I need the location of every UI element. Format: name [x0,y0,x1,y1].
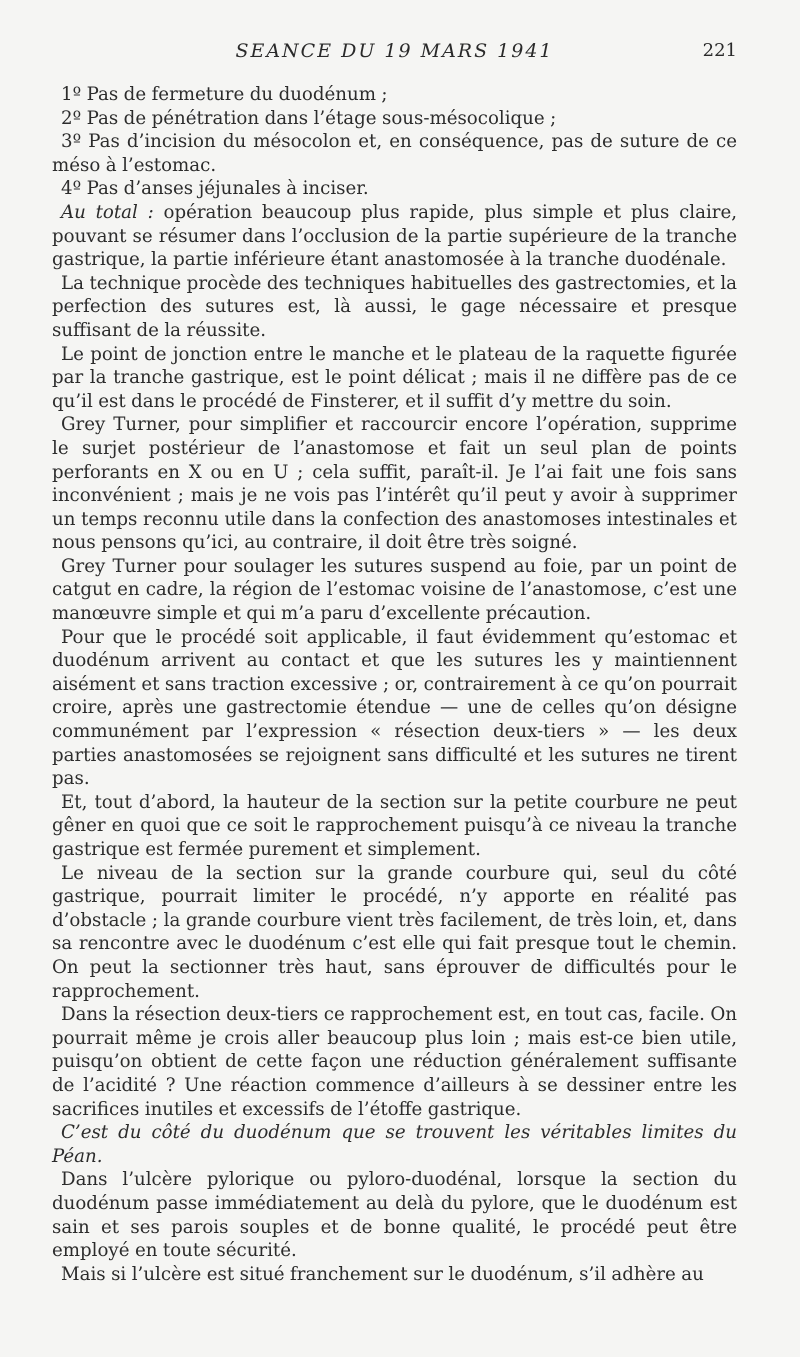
paragraph-ulcere-duodenum: Mais si l’ulcère est situé franchement sur le duodénum, s’il adhère au [61,1263,704,1285]
paragraph-list-item-2: 2º Pas de pénétration dans l’étage sous-mésocolique ; [61,107,557,129]
paragraph-resection-deux-tiers: Dans la résection deux-tiers ce rapprochement est, en tout cas, facile. On pourrait même je crois aller beaucoup plus loin ; mais est-ce bien utile, puisqu’on obtient de cette façon une réduction généralement suffisante de l’acidité ? Une réaction commence d’ailleurs à se dessiner entre les sacrifices inutiles et excessifs de l’étoffe gastrique. [52,1004,737,1120]
paragraph-limites-pean: C’est du côté du duodénum que se trouvent les véritables limites du Péan. [52,1122,737,1167]
au-total-text: opération beaucoup plus rapide, plus simple et plus claire, pouvant se résumer dans l’occlusion de la partie supérieure de la tranche gastrique, la partie inférieure étant anastomosée à la tranche duodénale. [52,201,738,271]
paragraph-grande-courbure: Le niveau de la section sur la grande courbure qui, seul du côté gastrique, pourrait limiter le procédé, n’y apporte en réalité pas d’obstacle ; la grande courbure vient très facilement, de très loin, et, dans sa rencontre avec le duodénum c’est elle qui fait presque tout le chemin. On peut la sectionner très haut, sans éprouver de difficultés pour le rapprochement. [52,862,737,1002]
paragraph-petite-courbure: Et, tout d’abord, la hauteur de la section sur la petite courbure ne peut gêner en quoi que ce soit le rapprochement puisqu’à ce niveau la tranche gastrique est fermée purement et simplement. [52,791,737,860]
paragraph-list-item-4: 4º Pas d’anses jéjunales à inciser. [61,178,369,200]
paragraph-list-item-1: 1º Pas de fermeture du duodénum ; [61,84,388,105]
au-total-label: Au total : [61,201,154,223]
paragraph-grey-turner-1: Grey Turner, pour simplifier et raccourcir encore l’opération, supprime le surjet postérieur de l’anastomose et fait un seul plan de points perforants en X ou en U ; cela suffit, paraît-il. Je l’ai fait une fois sans inconvénient ; mais je ne vois pas l’intérêt qu’il peut y avoir à supprimer un temps reconnu utile dans la confection des anastomoses intestinales et nous pensons qu’ici, au contraire, il doit être très soigné. [52,414,737,554]
paragraph-grey-turner-2: Grey Turner pour soulager les sutures suspend au foie, par un point de catgut en cadre, la région de l’estomac voisine de l’anastomose, c’est une manœuvre simple et qui m’a paru d’excellente précaution. [52,555,737,625]
paragraph-technique: La technique procède des techniques habituelles des gastrectomies, et la perfection des sutures est, là aussi, le gage nécessaire et presque suffisant de la réussite. [52,272,737,341]
paragraph-procede-applicable: Pour que le procédé soit applicable, il faut évidemment qu’estomac et duodénum arrivent au contact et que les sutures les y maintiennent aisément et sans traction excessive ; or, contrairement à ce qu’on pourrait croire, après une gastrectomie étendue — une de celles qu’on désigne communément par l’expression « résection deux-tiers » — les deux parties anastomosées se rejoignent sans difficulté et les sutures ne tirent pas. [52,626,737,790]
running-head: SEANCE DU 19 MARS 1941 [235,40,554,62]
body-text [52,83,737,1286]
paragraph-au-total [52,201,737,272]
paragraph-list-item-3: 3º Pas d’incision du mésocolon et, en conséquence, pas de suture de ce méso à l’estomac. [52,131,737,176]
paragraph-point-jonction: Le point de jonction entre le manche et le plateau de la raquette figurée par la tranche gastrique, est le point délicat ; mais il ne diffère pas de ce qu’il est dans le procédé de Finsterer, et il suffit d’y mettre du soin. [52,343,737,412]
page-header [52,40,737,68]
paragraph-ulcere-pylorique: Dans l’ulcère pylorique ou pyloro-duodénal, lorsque la section du duodénum passe immédiatement au delà du pylore, que le duodénum est sain et ses parois souples et de bonne qualité, le procédé peut être employé en toute sécurité. [52,1169,737,1262]
page-number: 221 [702,40,737,61]
